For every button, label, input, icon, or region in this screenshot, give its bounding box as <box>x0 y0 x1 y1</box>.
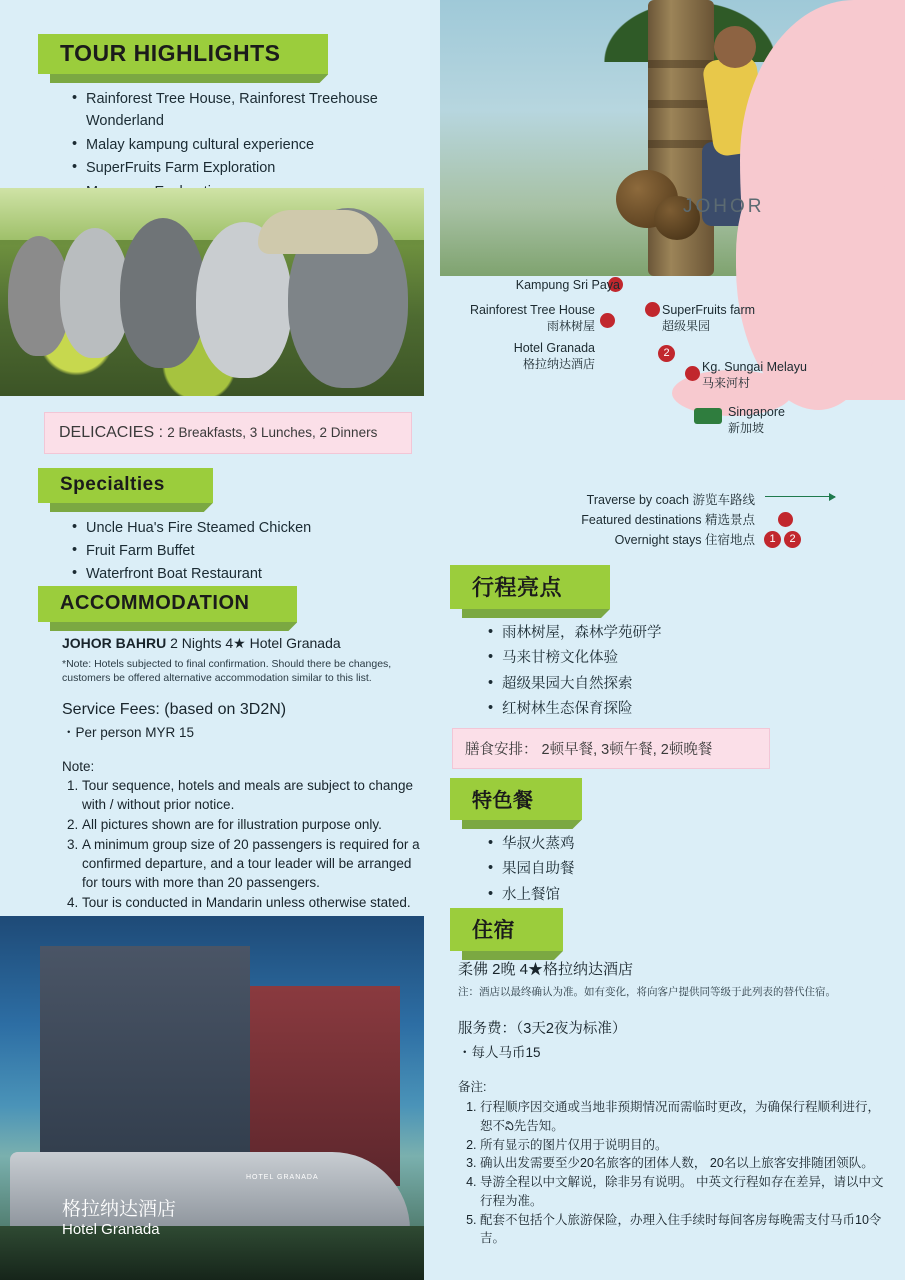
ribbon-tail-icon <box>541 908 563 951</box>
list-item: • 红树林生态保育探险 <box>488 697 662 722</box>
coach-icon <box>694 408 722 424</box>
kids-farming-photo <box>0 188 424 396</box>
list-item: 1. Tour sequence, hotels and meals are subject to change with / without prior notice. <box>82 777 422 815</box>
specialties-section-cn <box>450 778 575 908</box>
map-label-rainforest-tree-house: Rainforest Tree House <box>469 303 595 317</box>
map-region-label: JOHOR <box>683 196 765 217</box>
notes-list-cn <box>458 1098 888 1248</box>
hotel-line-en <box>62 635 422 652</box>
hotel-note-cn: 注：酒店以最终确认为准。如有变化，将向客户提供同等级于此列表的替代住宿。 <box>458 986 836 998</box>
notes-heading-cn: 备注: <box>458 1080 487 1094</box>
list-item: 3. A minimum group size of 20 passengers is required for a confirmed departure, and a tour leader will be arranged for tours with more than 20 passengers. <box>82 836 422 893</box>
ribbon-tail-icon <box>560 778 582 820</box>
specialties-title-cn <box>450 778 560 820</box>
map-label-singapore: Singapore <box>728 405 785 419</box>
list-item: • 马来甘榜文化体验 <box>488 646 662 671</box>
list-item: • 雨林树屋，森林学苑研学 <box>488 621 662 646</box>
list-item: • Uncle Hua's Fire Steamed Chicken <box>72 517 311 540</box>
map-dot-rainforest-tree-house <box>600 313 615 328</box>
delicacies-box-en <box>44 412 412 454</box>
map-stay-marker: 2 <box>658 345 675 362</box>
legend-number-2: 2 <box>784 531 801 548</box>
list-item: • 果园自助餐 <box>488 857 575 882</box>
specialties-title-text-cn: 特色餐 <box>472 790 534 812</box>
tour-map <box>440 0 905 560</box>
service-fees-title-cn: 服务费：（3天2夜为标准） <box>458 1021 627 1037</box>
tour-highlights-list-cn <box>472 621 662 723</box>
list-item: • Malay kampung cultural experience <box>72 134 440 156</box>
map-dot-superfruits-farm <box>645 302 660 317</box>
map-label-kg-sungai-melayu-cn: 马来河村 <box>702 376 751 390</box>
specialties-section-en <box>38 468 311 587</box>
map-label-hotel-granada-cn: 格拉纳达酒店 <box>522 357 595 371</box>
tour-highlights-title-text: TOUR HIGHLIGHTS <box>60 40 281 66</box>
service-fees-line-cn: ・每人马币15 <box>458 1045 541 1060</box>
accommodation-title-cn <box>450 908 541 951</box>
delicacies-value-cn: 2顿早餐, 3顿午餐, 2顿晚餐 <box>541 742 713 758</box>
delicacies-value-en: 2 Breakfasts, 3 Lunches, 2 Dinners <box>167 425 378 440</box>
tour-highlights-title-text-cn: 行程亮点 <box>472 575 563 600</box>
list-item: 3. 确认出发需要至少20名旅客的团体人数， 20名以上旅客安排随团领队。 <box>480 1154 888 1173</box>
ribbon-shadow-icon <box>462 609 610 618</box>
ribbon-tail-icon <box>588 565 610 609</box>
accommodation-section-en <box>38 586 275 622</box>
ribbon-shadow-icon <box>50 74 328 83</box>
hotel-detail-en: 2 Nights 4★ Hotel Granada <box>166 635 341 651</box>
tour-highlights-title <box>38 34 306 74</box>
accommodation-section-cn <box>450 908 541 951</box>
specialties-title-text-en: Specialties <box>60 474 165 495</box>
photo-figure <box>120 218 206 368</box>
map-label-superfruits-farm: SuperFruits farm <box>662 303 756 317</box>
hotel-note-en: *Note: Hotels subjected to final confirmation. Should there be changes, customers be offered alternative accommodation similar to this list. <box>62 658 392 685</box>
delicacies-label-en: DELICACIES : <box>59 424 164 441</box>
map-label-singapore-cn: 新加坡 <box>728 421 765 435</box>
map-label-superfruits-farm-cn: 超级果园 <box>662 319 711 333</box>
list-item: 2. 所有显示的图片仅用于说明目的。 <box>480 1136 888 1155</box>
specialties-list-en <box>56 517 311 587</box>
legend-label-coach: Traverse by coach 游览车路线 <box>586 493 755 507</box>
ribbon-tail-icon <box>191 468 213 503</box>
list-item: 5. 配套不包括个人旅游保险，办理入住手续时每间客房每晚需支付马币10令吉。 <box>480 1211 888 1249</box>
list-item: • Fruit Farm Buffet <box>72 540 311 563</box>
accommodation-body-cn <box>458 958 888 1248</box>
accommodation-title-text-en: ACCOMMODATION <box>60 592 250 614</box>
list-item: • 华叔火蒸鸡 <box>488 832 575 857</box>
list-item: 2. All pictures shown are for illustration purpose only. <box>82 816 422 835</box>
notes-heading-en: Note: <box>62 759 95 775</box>
hotel-photo <box>0 916 424 1280</box>
service-fees-line-en: ・Per person MYR 15 <box>62 725 195 741</box>
list-item: • Rainforest Tree House, Rainforest Treehouse Wonderland <box>72 88 440 133</box>
list-item: 4. Tour is conducted in Mandarin unless otherwise stated. <box>82 894 422 913</box>
ribbon-shadow-icon <box>50 622 297 631</box>
ribbon-shadow-icon <box>50 503 213 512</box>
tour-highlights-section-cn <box>450 565 662 723</box>
photo-building-main <box>40 946 250 1186</box>
left-column <box>0 0 440 1280</box>
service-fees-title-en: Service Fees: (based on 3D2N) <box>62 701 287 719</box>
hotel-photo-caption <box>62 1194 176 1238</box>
map-label-hotel-granada: Hotel Granada <box>513 341 595 355</box>
hotel-caption-cn: 格拉纳达酒店 <box>62 1199 177 1220</box>
map-label-kg-sungai-melayu: Kg. Sungai Melayu <box>702 360 807 374</box>
legend-label-destinations: Featured destinations 精选景点 <box>581 513 755 527</box>
accommodation-title-text-cn: 住宿 <box>472 919 515 942</box>
map-dot-kg-sungai-melayu <box>685 366 700 381</box>
ribbon-shadow-icon <box>462 820 582 829</box>
list-item: • SuperFruits Farm Exploration <box>72 157 440 179</box>
tour-highlights-section <box>38 34 440 204</box>
tour-highlights-title-cn <box>450 565 588 609</box>
map-label-kampung-sri-paya: Kampung Sri Paya <box>515 278 620 292</box>
legend-dot-icon <box>778 512 793 527</box>
accommodation-title-en <box>38 586 275 622</box>
specialties-list-cn <box>472 832 575 908</box>
list-item: 4. 导游全程以中文解说，除非另有说明。 中英文行程如存在差异，请以中文行程为准。 <box>480 1173 888 1211</box>
legend-number-1: 1 <box>764 531 781 548</box>
list-item: • Waterfront Boat Restaurant <box>72 563 311 586</box>
ribbon-tail-icon <box>275 586 297 622</box>
list-item: • 水上餐馆 <box>488 883 575 908</box>
delicacies-label-cn: 膳食安排： <box>465 742 538 758</box>
hotel-city-en: JOHOR BAHRU <box>62 635 167 651</box>
tour-highlights-list <box>56 88 440 203</box>
list-item: 1. 行程顺序因交通或当地非预期情况而需临时更改，为确保行程顺利进行，恕不ని先告知。 <box>480 1098 888 1136</box>
delicacies-box-cn <box>452 728 770 769</box>
photo-hat <box>258 210 378 254</box>
hotel-sign-text: HOTEL GRANADA <box>246 1174 319 1181</box>
ribbon-tail-icon <box>306 34 328 74</box>
specialties-title-en <box>38 468 191 503</box>
coach-route-arrow-icon <box>765 496 835 497</box>
legend-label-overnight: Overnight stays 住宿地点 <box>614 533 755 547</box>
list-item: • 超级果园大自然探索 <box>488 672 662 697</box>
right-column <box>440 0 905 1280</box>
hotel-caption-en: Hotel Granada <box>62 1221 160 1238</box>
hotel-line-cn: 柔佛 2晚 4★格拉纳达酒店 <box>458 961 634 978</box>
map-label-rainforest-tree-house-cn: 雨林树屋 <box>546 319 595 333</box>
